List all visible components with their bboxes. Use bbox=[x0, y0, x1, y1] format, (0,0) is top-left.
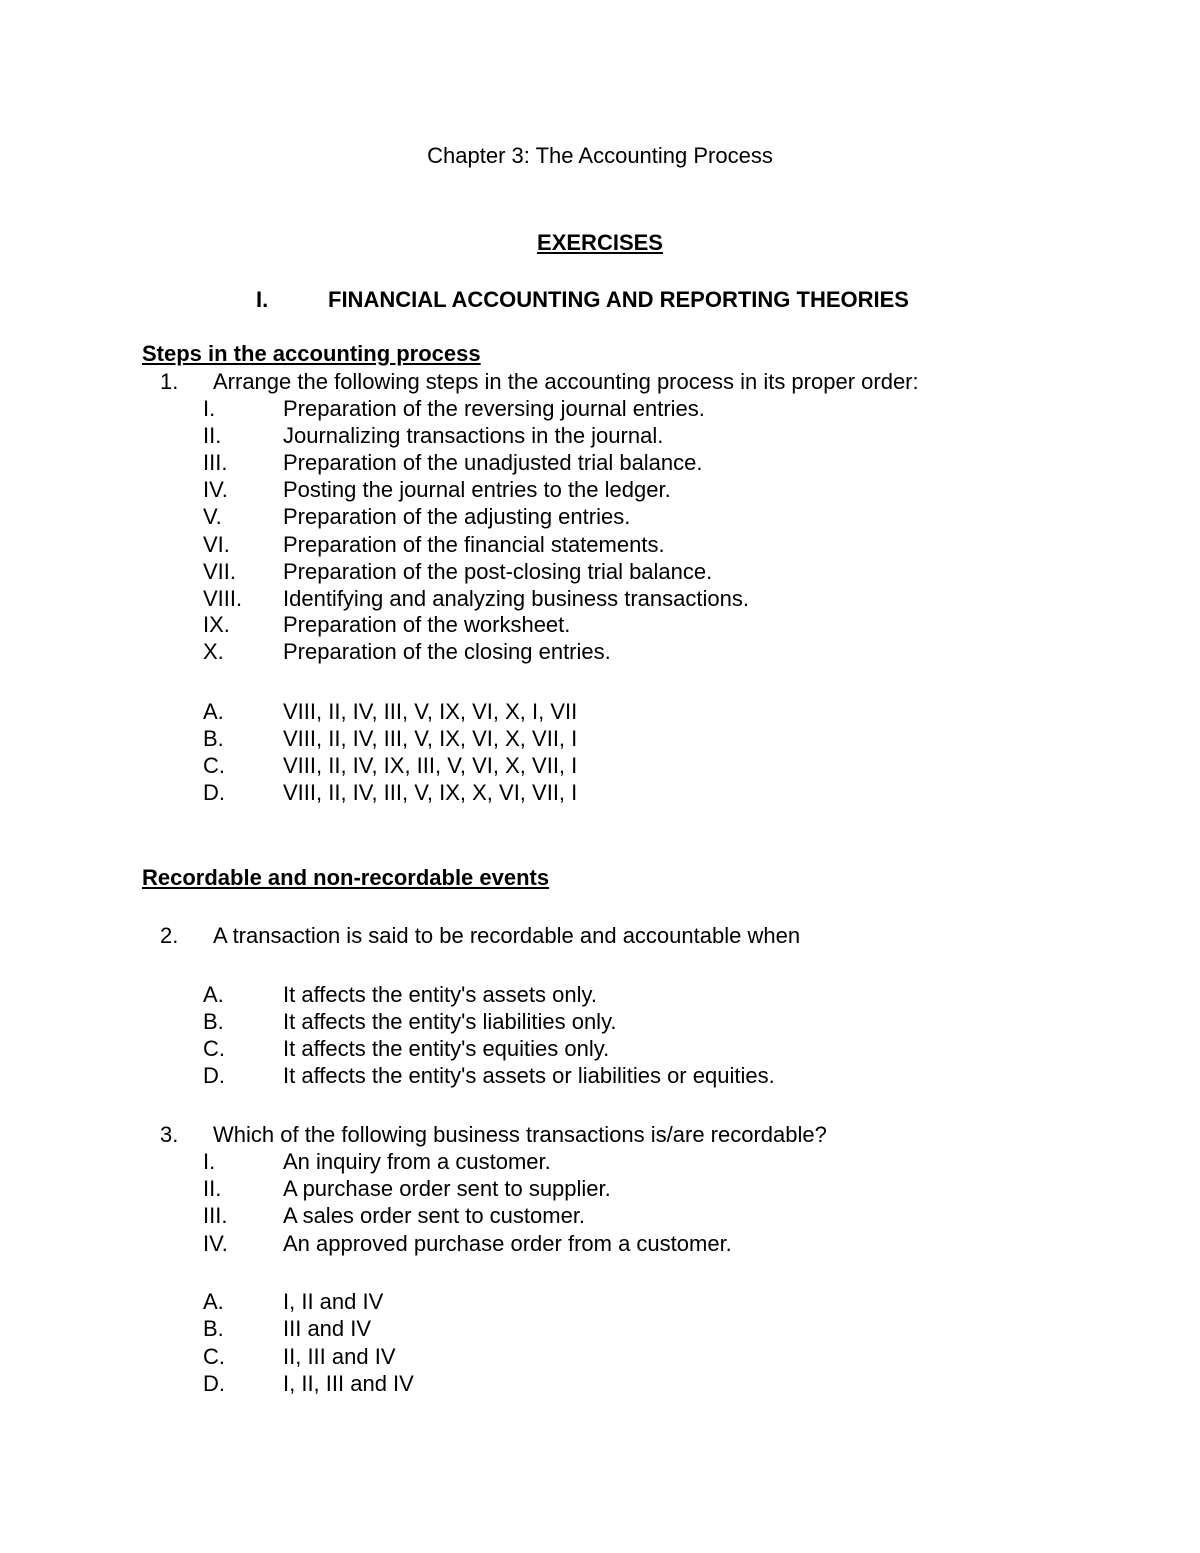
choice-label: B. bbox=[203, 726, 224, 751]
answer-choice bbox=[0, 752, 1200, 779]
list-item bbox=[0, 503, 1200, 530]
item-label: VI. bbox=[203, 532, 230, 557]
answer-choice bbox=[0, 1288, 1200, 1315]
choice-text: III and IV bbox=[283, 1316, 372, 1341]
answer-choice bbox=[0, 725, 1200, 752]
question-number: 3. bbox=[160, 1122, 179, 1147]
question-text: A transaction is said to be recordable and accountable when bbox=[213, 923, 801, 948]
item-label: VIII. bbox=[203, 586, 243, 611]
question-text: Which of the following business transactions is/are recordable? bbox=[213, 1122, 827, 1147]
item-label: II. bbox=[203, 1176, 222, 1201]
item-text: A sales order sent to customer. bbox=[283, 1203, 586, 1228]
item-text: An approved purchase order from a customer. bbox=[283, 1231, 732, 1256]
exercises-heading: EXERCISES bbox=[537, 230, 663, 255]
item-text: A purchase order sent to supplier. bbox=[283, 1176, 611, 1201]
question-2 bbox=[0, 922, 1200, 949]
item-text: Journalizing transactions in the journal. bbox=[283, 423, 664, 448]
choice-label: D. bbox=[203, 1063, 225, 1088]
question-number: 2. bbox=[160, 923, 179, 948]
choice-text: I, II and IV bbox=[283, 1289, 384, 1314]
item-label: IX. bbox=[203, 612, 230, 637]
answer-choice bbox=[0, 1008, 1200, 1035]
choice-label: A. bbox=[203, 1289, 224, 1314]
item-text: Preparation of the unadjusted trial balance. bbox=[283, 450, 703, 475]
item-text: Preparation of the adjusting entries. bbox=[283, 504, 631, 529]
list-item bbox=[0, 476, 1200, 503]
item-label: X. bbox=[203, 639, 224, 664]
item-text: Preparation of the post-closing trial balance. bbox=[283, 559, 713, 584]
chapter-title: Chapter 3: The Accounting Process bbox=[427, 143, 773, 168]
part-title: FINANCIAL ACCOUNTING AND REPORTING THEORIES bbox=[328, 287, 909, 312]
list-item bbox=[0, 1230, 1200, 1257]
choice-label: C. bbox=[203, 1036, 225, 1061]
list-item bbox=[0, 585, 1200, 612]
answer-choice bbox=[0, 1062, 1200, 1089]
list-item bbox=[0, 395, 1200, 422]
list-item bbox=[0, 531, 1200, 558]
part-numeral: I. bbox=[256, 287, 269, 312]
question-3 bbox=[0, 1121, 1200, 1148]
answer-choice bbox=[0, 1035, 1200, 1062]
choice-text: It affects the entity's assets only. bbox=[283, 982, 597, 1007]
question-text: Arrange the following steps in the accounting process in its proper order: bbox=[213, 369, 919, 394]
question-1 bbox=[0, 368, 1200, 395]
choice-label: B. bbox=[203, 1316, 224, 1341]
list-item bbox=[0, 1148, 1200, 1175]
choice-text: It affects the entity's assets or liabilities or equities. bbox=[283, 1063, 775, 1088]
answer-choice bbox=[0, 698, 1200, 725]
item-label: VII. bbox=[203, 559, 237, 584]
choice-label: C. bbox=[203, 753, 225, 778]
answer-choice bbox=[0, 1315, 1200, 1342]
choice-label: C. bbox=[203, 1344, 225, 1369]
item-text: Preparation of the worksheet. bbox=[283, 612, 571, 637]
choice-text: II, III and IV bbox=[283, 1344, 396, 1369]
list-item bbox=[0, 422, 1200, 449]
item-text: Preparation of the financial statements. bbox=[283, 532, 665, 557]
choice-text: It affects the entity's equities only. bbox=[283, 1036, 610, 1061]
choice-text: VIII, II, IV, III, V, IX, X, VI, VII, I bbox=[283, 780, 578, 805]
item-text: Preparation of the reversing journal entries. bbox=[283, 396, 705, 421]
item-label: III. bbox=[203, 1203, 228, 1228]
list-item bbox=[0, 611, 1200, 638]
choice-label: D. bbox=[203, 780, 225, 805]
item-label: II. bbox=[203, 423, 222, 448]
choice-label: D. bbox=[203, 1371, 225, 1396]
item-label: III. bbox=[203, 450, 228, 475]
list-item bbox=[0, 558, 1200, 585]
item-label: IV. bbox=[203, 477, 228, 502]
answer-choice bbox=[0, 1343, 1200, 1370]
answer-choice bbox=[0, 981, 1200, 1008]
question-number: 1. bbox=[160, 369, 179, 394]
section-heading-steps: Steps in the accounting process bbox=[142, 341, 481, 366]
answer-choice bbox=[0, 779, 1200, 806]
item-label: I. bbox=[203, 396, 216, 421]
choice-text: It affects the entity's liabilities only. bbox=[283, 1009, 617, 1034]
choice-label: A. bbox=[203, 699, 224, 724]
choice-text: I, II, III and IV bbox=[283, 1371, 414, 1396]
choice-text: VIII, II, IV, III, V, IX, VI, X, VII, I bbox=[283, 726, 578, 751]
section-heading-recordable: Recordable and non-recordable events bbox=[142, 865, 550, 890]
choice-label: B. bbox=[203, 1009, 224, 1034]
item-label: I. bbox=[203, 1149, 216, 1174]
list-item bbox=[0, 449, 1200, 476]
answer-choice bbox=[0, 1370, 1200, 1397]
item-label: IV. bbox=[203, 1231, 228, 1256]
list-item bbox=[0, 1202, 1200, 1229]
item-label: V. bbox=[203, 504, 222, 529]
item-text: Preparation of the closing entries. bbox=[283, 639, 611, 664]
item-text: Posting the journal entries to the ledger. bbox=[283, 477, 671, 502]
choice-text: VIII, II, IV, III, V, IX, VI, X, I, VII bbox=[283, 699, 578, 724]
choice-text: VIII, II, IV, IX, III, V, VI, X, VII, I bbox=[283, 753, 578, 778]
list-item bbox=[0, 1175, 1200, 1202]
part-heading bbox=[0, 286, 1200, 313]
item-text: Identifying and analyzing business transactions. bbox=[283, 586, 749, 611]
list-item bbox=[0, 638, 1200, 665]
choice-label: A. bbox=[203, 982, 224, 1007]
item-text: An inquiry from a customer. bbox=[283, 1149, 551, 1174]
